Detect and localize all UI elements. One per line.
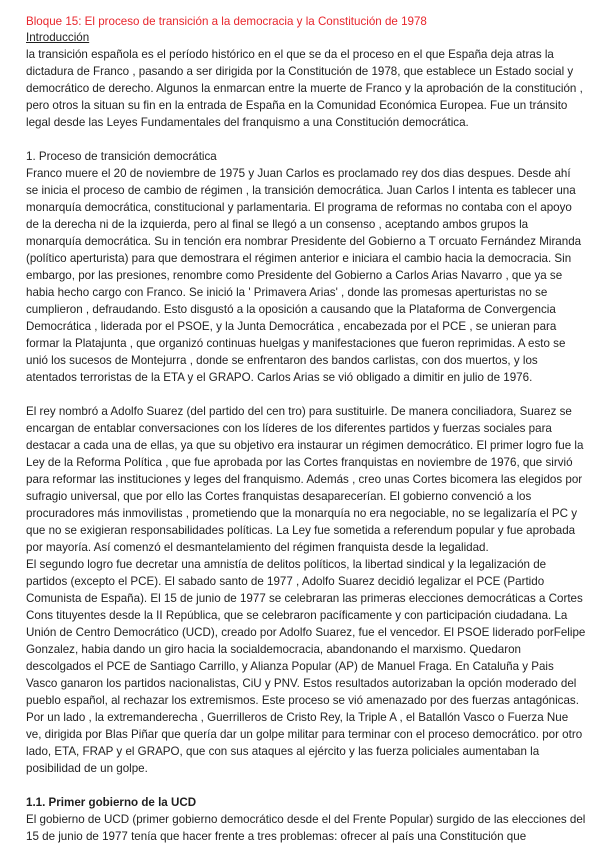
spacer [26, 777, 586, 794]
section-1-paragraph-2: El rey nombró a Adolfo Suarez (del partido del cen tro) para sustituirle. De manera conciliadora, Suarez se encargan de entablar conversaciones con los líderes de los diferentes partidos y fuerzas sociales para destacar a cada una de ellas, ya que su objetivo era instaurar un régimen democrático. El primer logro fue la Ley de la Reforma Política , que fue aprobada por las Cortes franquistas en noviembre de 1976, que sirvió para reformar las instituciones y leges del franquismo. Además , creo unas Cortes bicomera las elegidos por sufragio universal, que por ello las Cortes franquistas desaparecerían. El gobierno convenció a los procuradores más inmovilistas , prometiendo que la monarquía no era negociable, no se legalizaría el PC y que no se exigieran responsabilidades políticas. La Ley fue sometida a referendum popular y fue aprobada por mayoría. Así comenzó el desmantelamiento del régimen franquista desde la legalidad. [26, 405, 584, 554]
section-1-1-heading: 1.1. Primer gobierno de la UCD [26, 796, 197, 809]
section-1-heading: 1. Proceso de transición democrática [26, 150, 217, 163]
section-1-1-paragraph-1: El gobierno de UCD (primer gobierno democrático desde el del Frente Popular) surgido de las elecciones del 15 de junio de 1977 tenía que hacer frente a tres problemas: ofrecer al país una Constitución que [26, 813, 586, 843]
document-title: Bloque 15: El proceso de transición a la democracia y la Constitución de 1978 [26, 15, 427, 28]
section-1-paragraph-1: Franco muere el 20 de noviembre de 1975 y Juan Carlos es proclamado rey dos dias despues. Desde ahí se inicia el proceso de cambio de régimen , la transición democrática. Juan Carlos I intenta es tablecer una monarquía democrática, constitucional y parlamentaria. El programa de reformas no contaba con el apoyo de la derecha ni de la izquierda, pero al final se llegó a un consenso , aceptando ambos grupos la monarquía democrática. Su in tención era nombrar Presidente del Gobierno a T orcuato Fernández Miranda (político aperturista) para que demostrara el régimen anterior e iniciara el cambio hacia la democracia. Sin embargo, por las presiones, renombre como Presidente del Gobierno a Carlos Arias Navarro , que ya se habia hecho cargo con Franco. Se inició la ' Primavera Arias' , donde las promesas aperturistas no se cumplieron , defraudando. Esto disgustó a la oposición a causando que la Plataforma de Convergencia Democrática , liderada por el PSOE, y la Junta Democrática , encabezada por el PCE , se unieran para formar la Platajunta , que organizó continuas huelgas y manifestaciones que fueron reprimidas. A esto se unió los sucesos de Montejurra , donde se enfrentaron des bandos carlistas, con dos muertos, y los atentados terroristas de la ETA y el GRAPO. Carlos Arias se vió obligado a dimitir en julio de 1976. [26, 167, 582, 384]
intro-paragraph: la transición española es el período histórico en el que se da el proceso en el que España deja atras la dictadura de Franco , pasando a ser dirigida por la Constitución de 1978, que establece un Estado social y democrático de derecho. Algunos la enmarcan entre la muerte de Franco y la aprobación de la constitución , pero otros la situan su fin en la entrada de España en la Comunidad Económica Europea. Fue un tránsito legal desde las Leyes Fundamentales del franquismo a una Constitución democrática. [26, 48, 583, 129]
intro-heading: Introducción [26, 31, 90, 44]
spacer [26, 131, 586, 148]
section-1-paragraph-3: El segundo logro fue decretar una amnistía de delitos políticos, la libertad sindical y la legalización de partidos (excepto el PCE). El sabado santo de 1977 , Adolfo Suarez decidió legalizar el PCE (Partido Comunista de España). El 15 de junio de 1977 se celebraran las primeras elecciones democráticas a Cortes Cons tituyentes desde la II República, que se celebraron pacíficamente y con participación ciudadana. La Unión de Centro Democrático (UCD), creado por Adolfo Suarez, fue el vencedor. El PSOE liderado porFelipe Gonzalez, habia dando un giro hacia la socialdemocracia, abandonando el marxismo. Quedaron descolgados el PCE de Santiago Carrillo, y Alianza Popular (AP) de Manuel Fraga. En Cataluña y Pais Vasco ganaron los partidos nacionalistas, CiU y PNV. Estos resultados autorizaban la opción moderado del pueblo español, al rechazar los extremismos. Este proceso se vió amenazado por des fuerzas antagónicas. Por un lado , la extremanderecha , Guerrilleros de Cristo Rey, la Triple A , el Batallón Vasco o Fuerza Nue ve, dirigida por Blas Piñar que quería dar un golpe militar para terminar con el proceso democrático. por otro lado, ETA, FRAP y el GRAPO, que con sus ataques al ejército y las fuerza policiales aumentaban la posibilidad de un golpe. [26, 558, 586, 775]
spacer [26, 386, 586, 403]
